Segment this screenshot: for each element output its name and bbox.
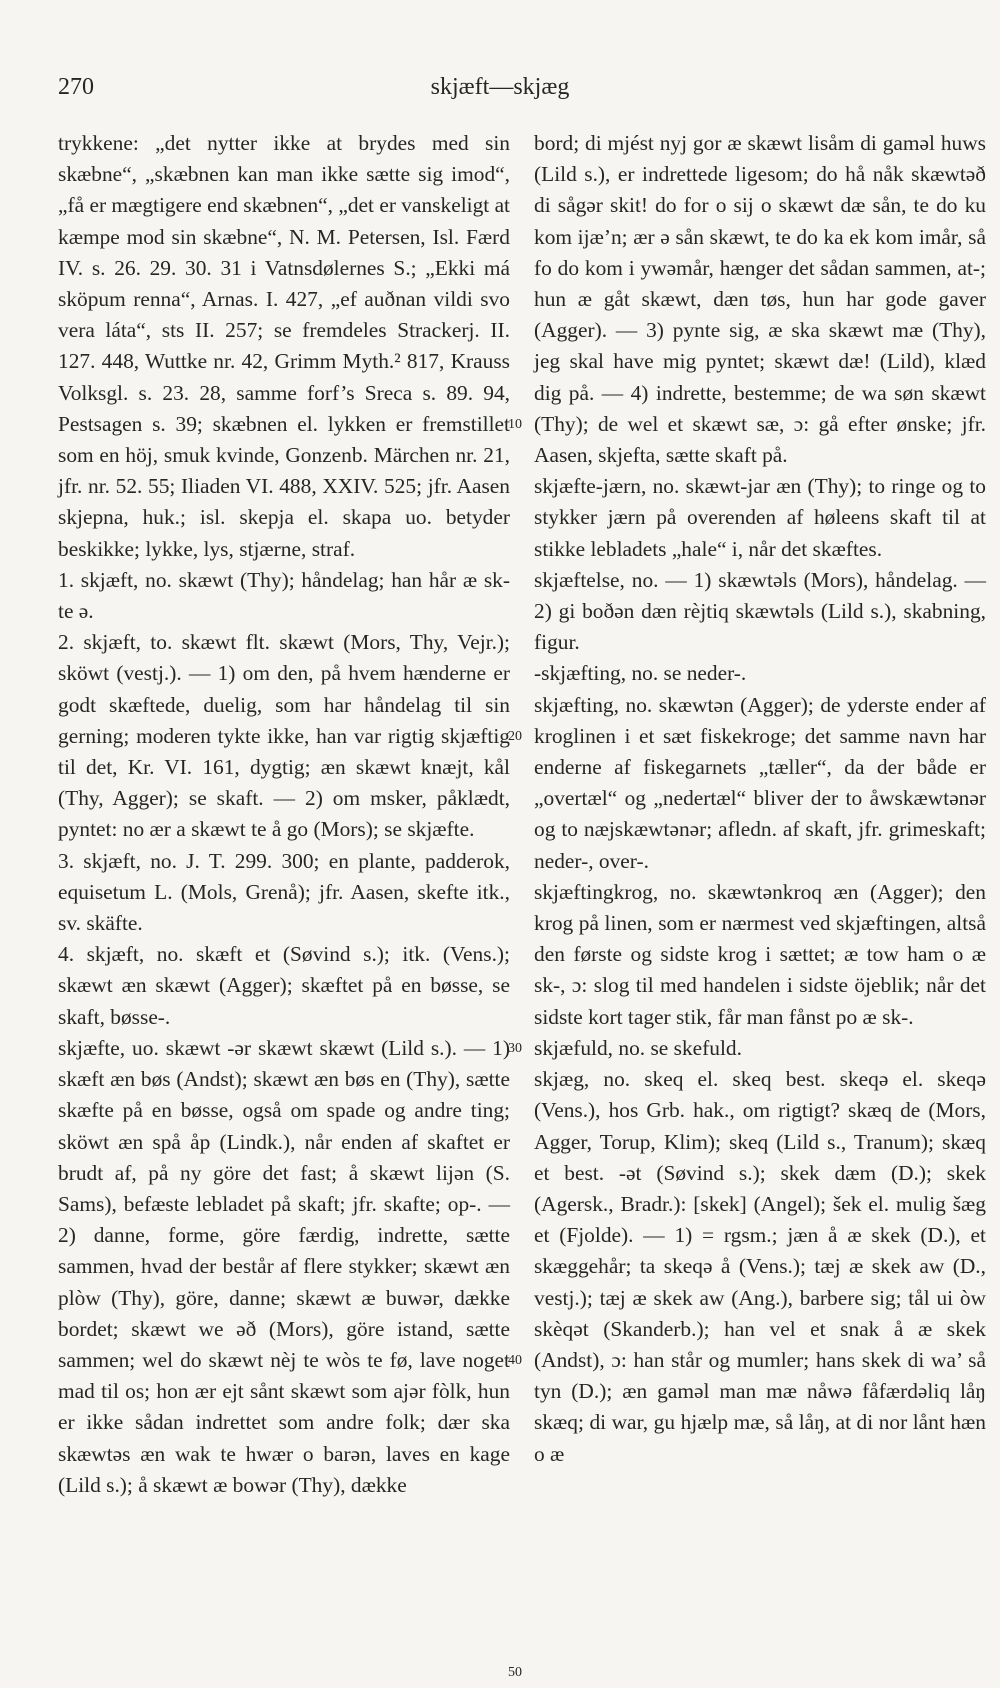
entry-skjaeg: skjæg, no. skeq el. skeq best. skeqə el. skeqə (Vens.), hos Grb. hak., om rigtigt? skæq de (Mors, Agger, Torup, Klim); skeq (Lild s., Tranum); skæq et best. -ət (Søvind s.); skek dæm (D.); skek (Agersk., Bradr.): [skek] (Angel); šek el. mulig šæg et (Fjolde). — 1) = rgsm.; jæn å æ skek (D.), et skæggehår; ta skeqə å (Vens.); tæj æ skek aw (D., vestj.); tæj æ skek aw (Ang.), barbere sig; tål ui òw skèqət (Skanderb.); han vel et snak å æ skek (Andst), ɔ: han står og mumler; hans skek di wa’ så tyn (D.); æn gaməl man mæ nåwə fåfærdəliq låŋ skæq; di war, gu hjælp mæ, så låŋ, at di nor lånt hæn o æ <box>534 1067 986 1466</box>
entry-skjaeft-2: 2. skjæft, to. skæwt flt. skæwt (Mors, Thy, Vejr.); sköwt (vestj.). — 1) om den, på hvem hænderne er godt skæftede, duelig, som har håndelag til sin gerning; moderen tykte ikke, han var rigtig skjæftig til det, Kr. VI. 161, dygtig; æn skæwt knæjt, kål (Thy, Agger); se skaft. — 2) om msker, påklædt, pyntet: no ær a skæwt te å go (Mors); se skjæfte. <box>58 630 510 842</box>
left-column <box>58 128 510 1501</box>
entry-skjaeftingkrog: skjæftingkrog, no. skæwtənkroq æn (Agger); den krog på linen, som er nærmest ved skjæftingen, altså den første og sidste krog i sættet; æ tow ham o æ sk-, ɔ: slog til med handelen i sidste öjeblik; når det sidste kort tager stik, får man fånst po æ sk-. <box>534 879 986 1029</box>
entry-skjaeft-4: 4. skjæft, no. skæft et (Søvind s.); itk. (Vens.); skæwt æn skæwt (Agger); skæftet på en bøsse, se skaft, bøsse-. <box>58 942 510 1029</box>
entry-skjaefte-jaern: skjæfte-jærn, no. skæwt-jar æn (Thy); to ringe og to stykker jærn på overenden af høleens skaft til at stikke lebladets „hale“ i, når det skæftes. <box>534 474 986 561</box>
running-head: skjæft—skjæg <box>430 74 570 100</box>
entry-skjaefting: skjæfting, no. skæwtən (Agger); de yderste ender af kroglinen i et sæt fiskekroge; det samme navn har enderne af fiskegarnets „tæller“, da der både er „overtæl“ og „nedertæl“ bliver der to åwskæwtənər og to næjskæwtənər; afledn. af skaft, jfr. grimeskaft; neder-, over-. <box>534 692 986 873</box>
paragraph-skaebne-end: trykkene: „det nytter ikke at brydes med sin skæbne“, „skæbnen kan man ikke sætte sig imod“, „få er mægtigere end skæbnen“, „det er vanskeligt at kæmpe mod sin skæbne“, N. M. Petersen, Isl. Færd IV. s. 26. 29. 30. 31 i Vatnsdølernes S.; „Ekki má sköpum renna“, Arnas. I. 427, „ef auðnan vildi svo vera láta“, sts II. 257; se fremdeles Strackerj. II. 127. 448, Wuttke nr. 42, Grimm Myth.² 817, Krauss Volksgl. s. 23. 28, samme forf’s Sreca s. 89. 94, Pestsagen s. 39; skæbnen el. lykken er fremstillet som en höj, smuk kvinde, Gonzenb. Märchen nr. 21, jfr. nr. 52. 55; Iliaden VI. 488, XXIV. 525; jfr. Aasen skjepna, huk.; isl. skepja el. skapa uo. betyder beskikke; lykke, lys, stjærne, straf. <box>58 131 511 561</box>
entry-skjaeftelse: skjæftelse, no. — 1) skæwtəls (Mors), håndelag. — 2) gi boðən dæn rèjtiq skæwtəls (Lild s.), skabning, figur. <box>534 567 986 655</box>
entry-skjaeft-1: 1. skjæft, no. skæwt (Thy); håndelag; han hår æ sk- te ə. <box>58 567 510 624</box>
line-marker: 10 <box>508 416 522 432</box>
right-column <box>534 128 986 1470</box>
page-number: 270 <box>58 74 94 100</box>
entry-skjaefting-suffix: -skjæfting, no. se neder-. <box>534 661 747 686</box>
line-marker: 30 <box>508 1040 522 1056</box>
entry-skjaeft-3: 3. skjæft, no. J. T. 299. 300; en plante, padderok, equisetum L. (Mols, Grenå); jfr. Aasen, skefte itk., sv. skäfte. <box>58 848 510 936</box>
entry-skjaefte: skjæfte, uo. skæwt -ər skæwt skæwt (Lild s.). — 1) skæft æn bøs (Andst); skæwt æn bøs en (Thy), sætte skæfte på en bøsse, også om spade og andre ting; sköwt æn spå åp (Lindk.), når enden af skaftet er brudt af, på ny göre det fast; å skæwt lijən (S. Sams), befæste lebladet på skaft; jfr. skafte; op-. — 2) danne, forme, göre færdig, indrette, sætte sammen, hvad der består af flere stykker; skæwt æn plòw (Thy), göre, danne; skæwt æ buwər, dække bordet; skæwt we əð (Mors), göre istand, sætte sammen; wel do skæwt nèj te wòs te fø, lave noget mad til os; hon ær ejt sånt skæwt som ajər fòlk, hun er ikke sådan indrettet som andre folk; dær ska skæwtəs æn wak te hwær o barən, laves en kage (Lild s.); å skæwt æ bowər (Thy), dække <box>58 1035 510 1497</box>
line-marker: 40 <box>508 1352 522 1368</box>
entry-skjaefuld: skjæfuld, no. se skefuld. <box>534 1035 742 1060</box>
paragraph-skjaefte-cont: bord; di mjést nyj gor æ skæwt lisåm di gaməl huws (Lild s.), er indrettede ligesom; do hå nåk skæwtəð di sågər skit! do for o sij o skæwt dæ sån, te do ku kom ijæ’n; ær ə sån skæwt, te do ka ek kom imår, så fo do kom i ywəmår, hænger det sådan sammen, at-; hun æ gåt skæwt, dæn tøs, hun har gode gaver (Agger). — 3) pynte sig, æ ska skæwt mæ (Thy), jeg skal have mig pyntet; skæwt dæ! (Lild), klæd dig på. — 4) indrette, bestemme; de wa søn skæwt (Thy); de wel et skæwt sæ, ɔ: gå efter ønske; jfr. Aasen, skjefta, sætte skaft på. <box>534 131 986 468</box>
line-marker: 50 <box>508 1664 522 1680</box>
line-marker: 20 <box>508 728 522 744</box>
